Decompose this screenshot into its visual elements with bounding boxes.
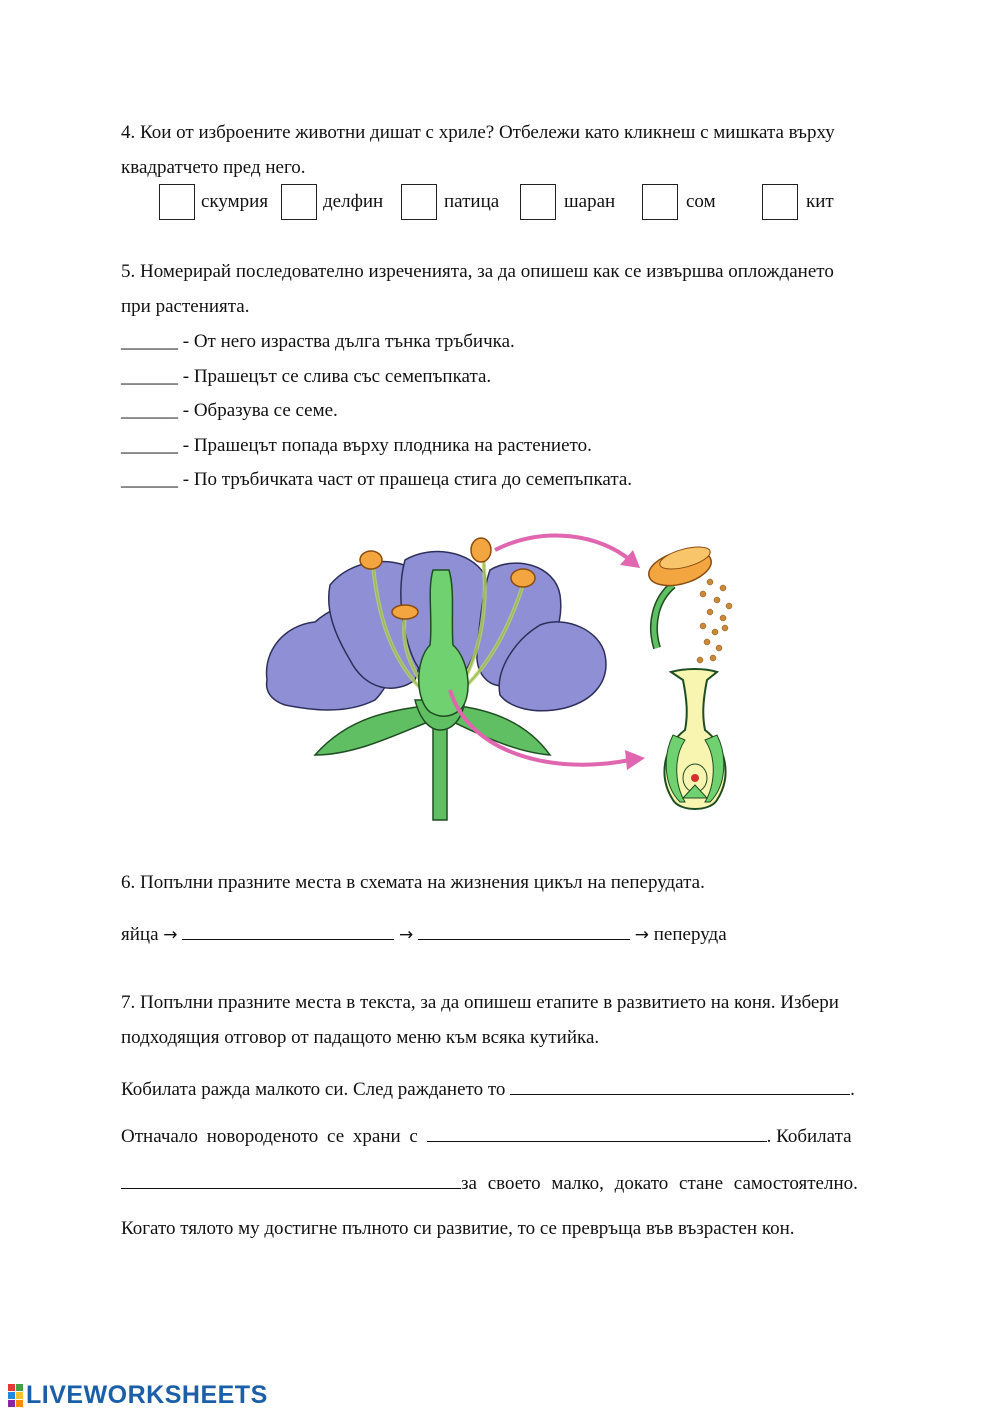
option-label-som: сом xyxy=(686,191,716,212)
option-label-sharan: шаран xyxy=(564,191,616,212)
arrow-right-icon: → xyxy=(399,925,414,945)
flower-pollination-illustration xyxy=(255,530,755,830)
liveworksheets-logo[interactable] xyxy=(8,1380,268,1410)
q5-answer-blank[interactable]: ______ xyxy=(121,400,178,421)
q7-s2-text: Отначало новороденото се храни с xyxy=(121,1126,418,1147)
q5-answer-blank[interactable]: ______ xyxy=(121,366,178,387)
q7-prompt-line1: 7. Попълни празните места в текста, за да опишеш етапите в развитието на коня. Избери xyxy=(121,992,839,1013)
q4-prompt-line1: 4. Кои от изброените животни дишат с хриле? Отбележи като кликнеш с мишката върху xyxy=(121,122,835,143)
arrow-right-icon: → xyxy=(634,925,650,945)
q7-dropdown-1[interactable] xyxy=(510,1078,850,1095)
q4-prompt-line2: квадратчето пред него. xyxy=(121,157,306,178)
q6-prompt: 6. Попълни празните места в схемата на жизнения цикъл на пеперудата. xyxy=(121,872,705,893)
option-label-kit: кит xyxy=(806,191,834,212)
q7-sentence-3 xyxy=(121,1172,858,1195)
q5-item-text: - Образува се семе. xyxy=(182,400,338,421)
q6-end-label: пеперуда xyxy=(653,924,727,945)
q5-item-text: - Прашецът се слива със семепъпката. xyxy=(182,366,492,387)
q5-prompt-line2: при растенията. xyxy=(121,296,250,317)
checkbox-delfin[interactable] xyxy=(281,184,317,220)
q5-item-text: - По тръбичката част от прашеца стига до семепъпката. xyxy=(182,469,633,490)
checkbox-patica[interactable] xyxy=(401,184,437,220)
q5-item-text: - Прашецът попада върху плодника на растението. xyxy=(182,435,592,456)
q7-s1-text: Кобилата ражда малкото си. След раждането то xyxy=(121,1079,506,1100)
q7-sentence-2 xyxy=(121,1125,852,1148)
checkbox-skumriya[interactable] xyxy=(159,184,195,220)
q5-item xyxy=(121,400,338,422)
q6-blank-2[interactable] xyxy=(418,923,630,940)
q6-cycle-row xyxy=(121,923,727,946)
checkbox-sharan[interactable] xyxy=(520,184,556,220)
q7-sentence-1 xyxy=(121,1078,855,1101)
option-label-patica: патица xyxy=(444,191,500,212)
checkbox-som[interactable] xyxy=(642,184,678,220)
logo-text: LIVEWORKSHEETS xyxy=(26,1380,268,1409)
q5-answer-blank[interactable]: ______ xyxy=(121,331,178,352)
q7-prompt-line2: подходящия отговор от падащото меню към всяка кутийка. xyxy=(121,1027,600,1048)
q6-start-label: яйца xyxy=(121,924,159,945)
checkbox-kit[interactable] xyxy=(762,184,798,220)
q7-dropdown-2[interactable] xyxy=(427,1125,767,1142)
q7-s3-text: за своето малко, докато стане самостоятелно. xyxy=(461,1173,858,1194)
q5-item xyxy=(121,366,491,388)
q5-prompt-line1: 5. Номерирай последователно изреченията, за да опишеш как се извършва оплождането xyxy=(121,261,834,282)
q5-item xyxy=(121,331,515,353)
q7-s2-end: . Кобилата xyxy=(766,1126,852,1147)
option-label-delfin: делфин xyxy=(323,191,384,212)
q7-dropdown-3[interactable] xyxy=(121,1172,461,1189)
arrow-right-icon: → xyxy=(163,925,178,945)
q5-answer-blank[interactable]: ______ xyxy=(121,435,178,456)
q7-s1-end: . xyxy=(850,1079,855,1100)
q5-answer-blank[interactable]: ______ xyxy=(121,469,178,490)
q6-blank-1[interactable] xyxy=(182,923,394,940)
q5-item xyxy=(121,469,632,491)
logo-blocks-icon xyxy=(8,1384,23,1407)
q5-item xyxy=(121,435,592,457)
q7-sentence-4: Когато тялото му достигне пълното си развитие, то се превръща във възрастен кон. xyxy=(121,1218,795,1239)
option-label-skumriya: скумрия xyxy=(201,191,269,212)
q5-item-text: - От него израства дълга тънка тръбичка. xyxy=(182,331,515,352)
